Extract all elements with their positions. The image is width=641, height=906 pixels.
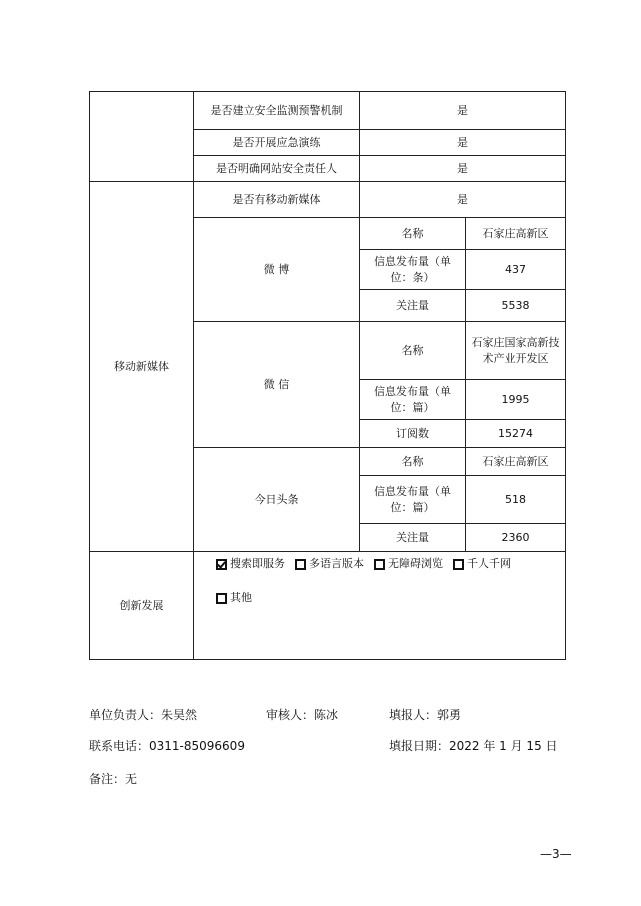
wechat-name-label: 名称 [360, 322, 466, 380]
page-number: —3— [540, 847, 572, 861]
option-multilingual[interactable] [295, 556, 364, 572]
weibo-label: 微 博 [194, 218, 360, 322]
contact-phone: 联系电话：0311-85096609 [89, 739, 245, 753]
unit-head: 单位负责人：朱昊然 [89, 708, 198, 722]
note: 备注：无 [89, 772, 138, 786]
checkbox-icon[interactable] [216, 559, 227, 570]
innovation-category: 创新发展 [90, 552, 194, 660]
option-search-service[interactable] [216, 556, 285, 572]
weibo-count-label: 信息发布量（单位：条） [360, 250, 466, 290]
option-personalized[interactable] [453, 556, 511, 572]
checkbox-icon[interactable] [295, 559, 306, 570]
security-question: 是否明确网站安全责任人 [194, 156, 360, 182]
weibo-name-label: 名称 [360, 218, 466, 250]
statistics-table [89, 91, 566, 660]
security-answer: 是 [360, 130, 566, 156]
checkbox-icon[interactable] [453, 559, 464, 570]
option-label: 无障碍浏览 [388, 557, 443, 570]
toutiao-count-label: 信息发布量（单位：篇） [360, 476, 466, 524]
security-question: 是否建立安全监测预警机制 [194, 92, 360, 130]
toutiao-name: 石家庄高新区 [466, 448, 566, 476]
wechat-name: 石家庄国家高新技术产业开发区 [466, 322, 566, 380]
security-answer: 是 [360, 156, 566, 182]
has-media-label: 是否有移动新媒体 [194, 182, 360, 218]
security-question: 是否开展应急演练 [194, 130, 360, 156]
toutiao-count: 518 [466, 476, 566, 524]
wechat-follow: 15274 [466, 420, 566, 448]
option-label: 搜索即服务 [230, 557, 285, 570]
option-accessibility[interactable] [374, 556, 443, 572]
wechat-count: 1995 [466, 380, 566, 420]
reviewer: 审核人：陈冰 [266, 708, 339, 722]
wechat-label: 微 信 [194, 322, 360, 448]
weibo-count: 437 [466, 250, 566, 290]
option-label: 千人千网 [467, 557, 511, 570]
innovation-options [194, 552, 566, 660]
weibo-follow-label: 关注量 [360, 290, 466, 322]
weibo-follow: 5538 [466, 290, 566, 322]
security-category-cell [90, 92, 194, 182]
toutiao-follow: 2360 [466, 524, 566, 552]
checkbox-icon[interactable] [374, 559, 385, 570]
option-label: 其他 [230, 591, 252, 604]
media-category: 移动新媒体 [90, 182, 194, 552]
weibo-name: 石家庄高新区 [466, 218, 566, 250]
wechat-count-label: 信息发布量（单位：篇） [360, 380, 466, 420]
fill-date: 填报日期：2022 年 1 月 15 日 [389, 739, 558, 753]
toutiao-name-label: 名称 [360, 448, 466, 476]
option-label: 多语言版本 [309, 557, 364, 570]
checkbox-icon[interactable] [216, 593, 227, 604]
toutiao-label: 今日头条 [194, 448, 360, 552]
has-media-value: 是 [360, 182, 566, 218]
option-other[interactable] [216, 590, 252, 606]
security-answer: 是 [360, 92, 566, 130]
toutiao-follow-label: 关注量 [360, 524, 466, 552]
wechat-follow-label: 订阅数 [360, 420, 466, 448]
filler: 填报人：郭勇 [389, 708, 462, 722]
